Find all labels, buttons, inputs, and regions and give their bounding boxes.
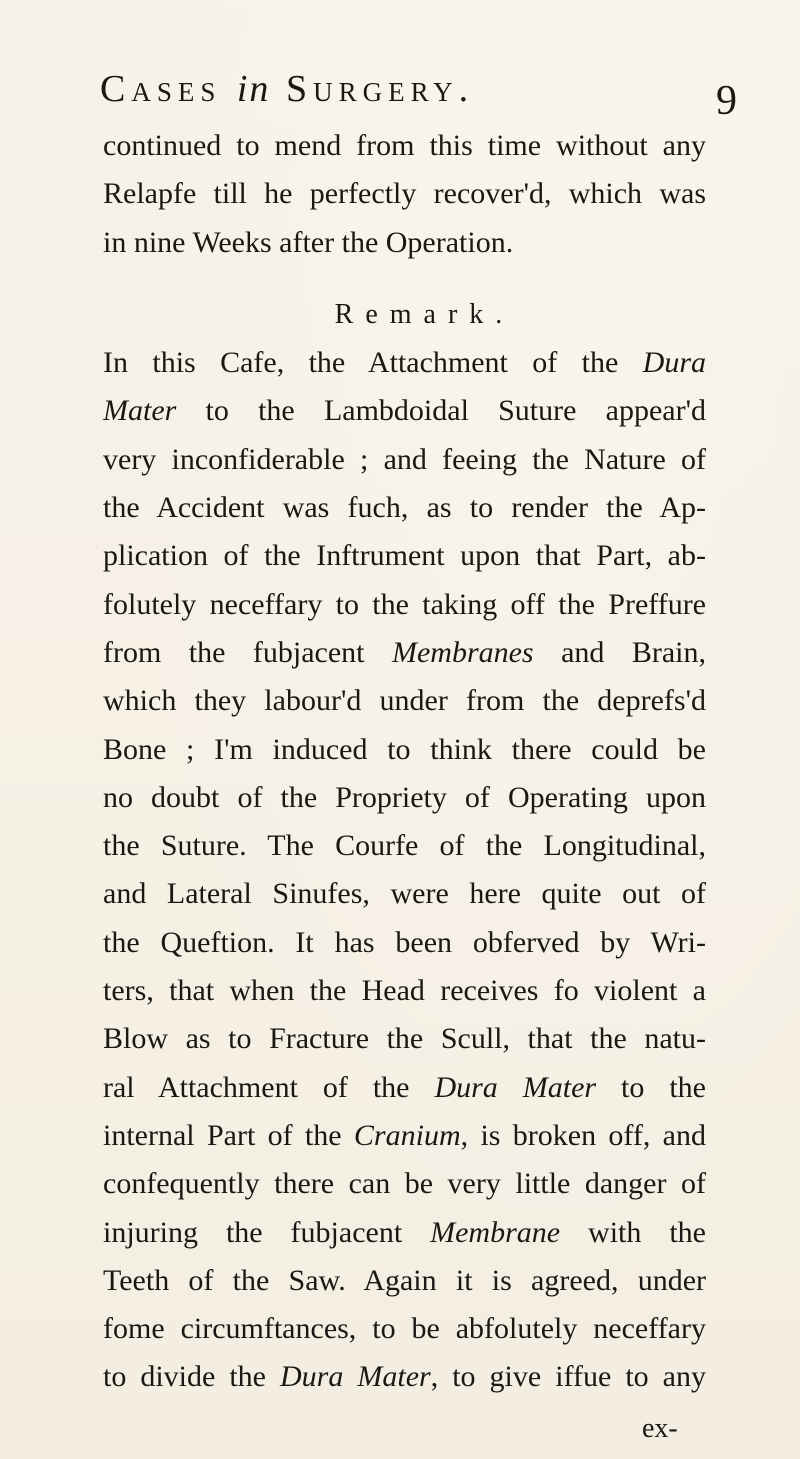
remark-heading: Remark. (334, 298, 515, 330)
text-line (103, 1112, 706, 1160)
text-line: ters, that when the Head receives fo violent a (103, 974, 706, 1008)
text-line (103, 387, 706, 435)
text-run: to divide the (103, 1360, 281, 1394)
text-run: injuring the fubjacent (103, 1215, 431, 1249)
text-line: Blow as to Fracture the Scull, that the natu- (103, 1022, 706, 1056)
text-line: and Lateral Sinufes, were here quite out of (103, 877, 706, 911)
text-line: in nine Weeks after the Operation. (103, 225, 514, 259)
text-line: which they labour'd under from the deprefs'd (103, 684, 706, 718)
text-line: the Suture. The Courfe of the Longitudinal, (103, 829, 706, 863)
text-line: very inconfiderable ; and feeing the Nature of (103, 442, 706, 476)
text-line (103, 1064, 706, 1112)
text-run: to the Lambdoidal Suture appear'd (176, 394, 706, 428)
text-run: from the fubjacent (103, 635, 392, 669)
text-run: , is broken off, and (460, 1118, 706, 1152)
italic-term: Membrane (430, 1215, 561, 1249)
text-line (103, 629, 706, 677)
text-line: no doubt of the Propriety of Operating upon (103, 780, 706, 814)
text-line: plication of the Inftrument upon that Part, ab- (103, 539, 706, 573)
text-run: with the (560, 1215, 706, 1249)
page-number: 9 (716, 78, 737, 124)
text-line: Teeth of the Saw. Again it is agreed, under (103, 1263, 706, 1297)
italic-term: Membranes (391, 635, 534, 669)
text-line: continued to mend from this time without any (103, 129, 706, 162)
text-line: fome circumftances, to be abfolutely neceffary (103, 1312, 706, 1346)
running-head-surgery: Surgery. (285, 68, 475, 110)
running-head (100, 70, 474, 108)
text-line: folutely neceffary to the taking off the Preffure (103, 587, 706, 621)
text-run: In this Cafe, the Attachment of the (103, 346, 643, 380)
italic-term: Dura (642, 346, 706, 380)
text-line (103, 339, 706, 387)
text-run: ral Attachment of the (103, 1070, 435, 1104)
body-text (103, 122, 706, 1402)
running-head-cases: Cases (100, 68, 222, 110)
catchword: ex- (642, 1413, 678, 1444)
text-run: internal Part of the (103, 1118, 354, 1152)
text-line (103, 1353, 706, 1401)
running-head-in: in (236, 68, 271, 110)
text-run: and Brain, (533, 635, 707, 669)
italic-term: Mater (103, 394, 177, 428)
text-line: Relapfe till he perfectly recover'd, which was (103, 177, 706, 211)
italic-term: Cranium (353, 1118, 461, 1152)
italic-term: Dura Mater (434, 1070, 597, 1104)
text-line (103, 1209, 706, 1257)
text-line: the Queftion. It has been obferved by Wri- (103, 925, 706, 959)
text-run: , to give iffue to any (430, 1360, 706, 1394)
text-line: Bone ; I'm induced to think there could be (103, 732, 706, 766)
text-line: confequently there can be very little danger of (103, 1167, 706, 1201)
italic-term: Dura Mater (280, 1360, 431, 1394)
spacer (103, 267, 706, 291)
text-line: the Accident was fuch, as to render the Ap- (103, 491, 706, 525)
text-run: to the (596, 1070, 706, 1104)
